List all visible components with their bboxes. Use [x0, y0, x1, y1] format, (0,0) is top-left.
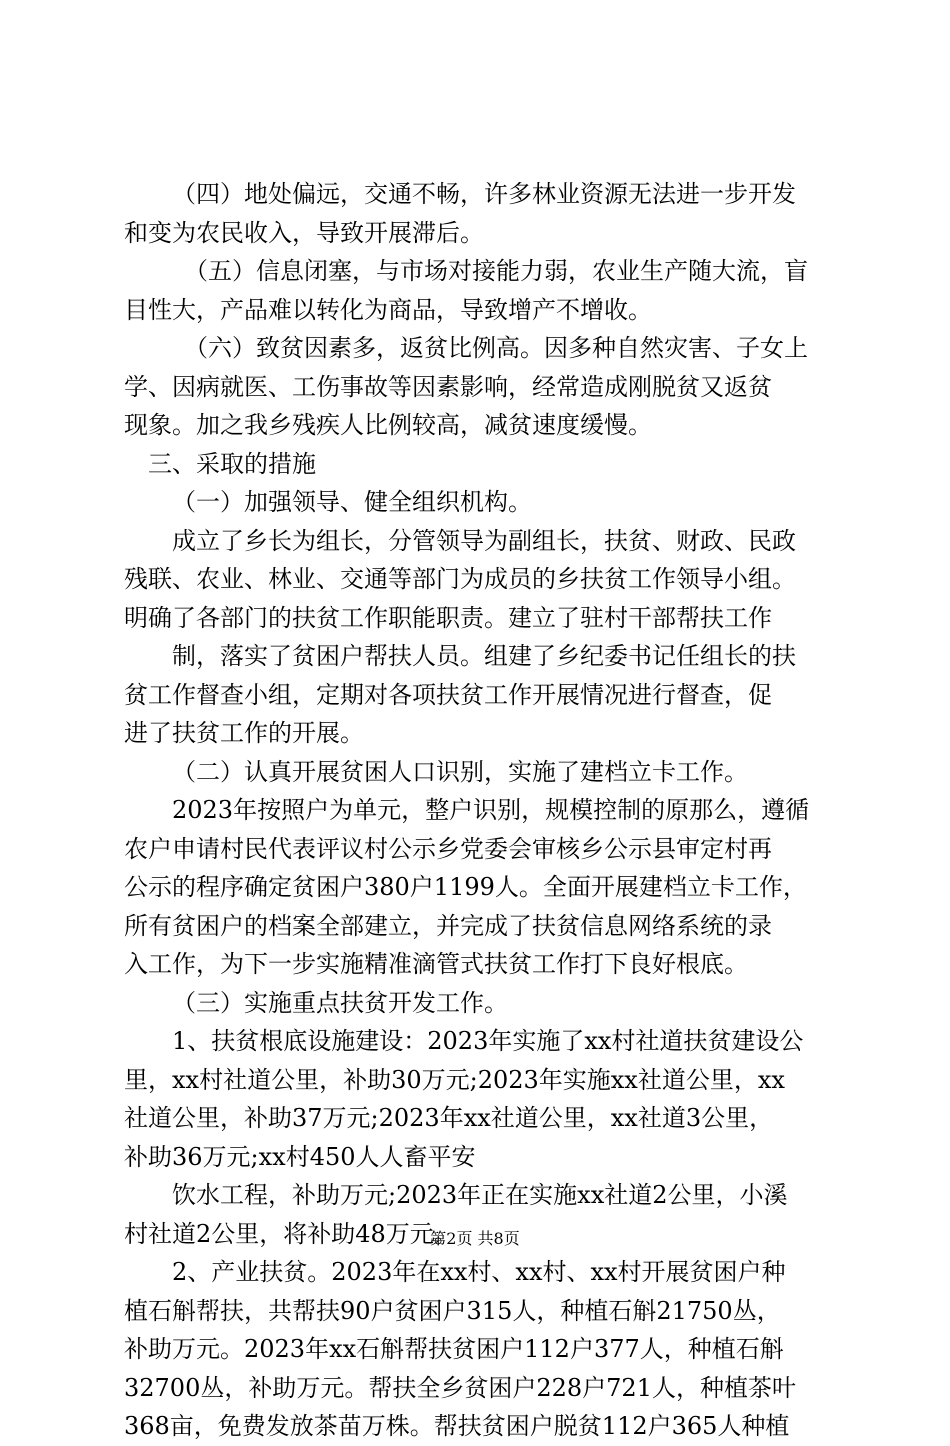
text-line: 学、因病就医、工伤事故等因素影响，经常造成刚脱贫又返贫	[124, 372, 772, 401]
text-line: 目性大，产品难以转化为商品，导致增产不增收。	[124, 295, 652, 324]
text-line: 明确了各部门的扶贫工作职能职责。建立了驻村干部帮扶工作	[124, 603, 772, 632]
text-line: （五）信息闭塞，与市场对接能力弱，农业生产随大流，盲	[184, 257, 808, 285]
document-body	[124, 175, 844, 1446]
text-line: （三）实施重点扶贫开发工作。	[172, 988, 508, 1017]
text-line: 32700丛，补助万元。帮扶全乡贫困户228户721人，种植茶叶	[124, 1373, 796, 1402]
text-line: 里，xx村社道公里，补助30万元;2023年实施xx社道公里，xx	[124, 1065, 785, 1094]
text-line: （二）认真开展贫困人口识别，实施了建档立卡工作。	[172, 757, 748, 786]
page-number-footer: 第2页 共8页	[430, 1229, 520, 1248]
text-line: 补助36万元;xx村450人人畜平安	[124, 1142, 476, 1171]
text-line: 公示的程序确定贫困户380户1199人。全面开展建档立卡工作，	[124, 873, 807, 901]
text-line: 成立了乡长为组长，分管领导为副组长，扶贫、财政、民政	[172, 526, 796, 555]
text-line: 1、扶贫根底设施建设：2023年实施了xx村社道扶贫建设公	[172, 1027, 804, 1055]
text-line: 补助万元。2023年xx石斛帮扶贫困户112户377人，种植石斛	[124, 1335, 784, 1363]
text-line: 贫工作督查小组，定期对各项扶贫工作开展情况进行督查，促	[124, 680, 772, 709]
text-line: （四）地处偏远，交通不畅，许多林业资源无法进一步开发	[172, 180, 796, 208]
text-line: 社道公里，补助37万元;2023年xx社道公里，xx社道3公里，	[124, 1104, 774, 1132]
text-line: 残联、农业、林业、交通等部门为成员的乡扶贫工作领导小组。	[124, 565, 796, 593]
text-line: 2、产业扶贫。2023年在xx村、xx村、xx村开展贫困户种	[172, 1258, 786, 1286]
text-line: 三、采取的措施	[148, 449, 316, 478]
text-line: 368亩，免费发放茶苗万株。帮扶贫困户脱贫112户365人种植	[124, 1412, 790, 1440]
text-line: （六）致贫因素多，返贫比例高。因多种自然灾害、子女上	[184, 334, 808, 362]
text-line: 农户申请村民代表评议村公示乡党委会审核乡公示县审定村再	[124, 834, 772, 863]
text-line: 制，落实了贫困户帮扶人员。组建了乡纪委书记任组长的扶	[172, 642, 796, 670]
text-line: （一）加强领导、健全组织机构。	[172, 488, 532, 516]
text-line: 所有贫困户的档案全部建立，并完成了扶贫信息网络系统的录	[124, 911, 772, 940]
text-line: 2023年按照户为单元，整户识别，规模控制的原那么，遵循	[172, 796, 810, 824]
text-line: 进了扶贫工作的开展。	[124, 719, 364, 747]
text-line: 植石斛帮扶，共帮扶90户贫困户315人，种植石斛21750丛，	[124, 1296, 781, 1325]
text-line: 村社道2公里，将补助48万元。	[124, 1219, 458, 1248]
text-line: 入工作，为下一步实施精准滴管式扶贫工作打下良好根底。	[124, 950, 748, 978]
text-line: 和变为农民收入，导致开展滞后。	[124, 218, 484, 247]
text-line: 饮水工程，补助万元;2023年正在实施xx社道2公里，小溪	[172, 1181, 788, 1209]
text-line: 现象。加之我乡残疾人比例较高，减贫速度缓慢。	[124, 411, 652, 439]
